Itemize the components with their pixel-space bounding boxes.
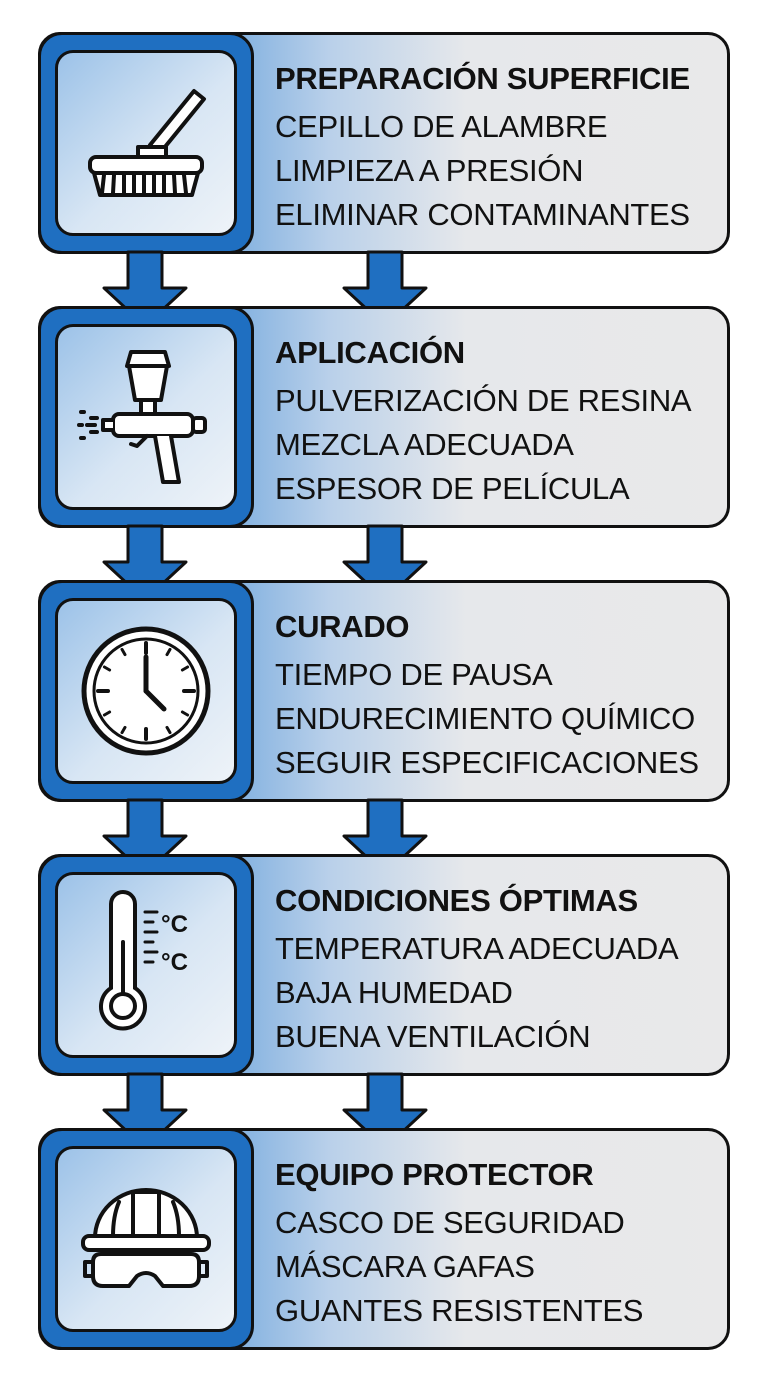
step-icon-frame	[38, 32, 254, 254]
step-icon-tile	[55, 50, 237, 236]
step-icon-frame	[38, 1128, 254, 1350]
step-item: PULVERIZACIÓN DE RESINA	[275, 383, 692, 418]
step-item: MÁSCARA GAFAS	[275, 1249, 535, 1284]
step-title: PREPARACIÓN SUPERFICIE	[275, 61, 690, 96]
step-item: CASCO DE SEGURIDAD	[275, 1205, 625, 1240]
step-item: ESPESOR DE PELÍCULA	[275, 471, 630, 506]
step-item: MEZCLA ADECUADA	[275, 427, 574, 462]
step-text	[275, 59, 715, 237]
step-text	[275, 333, 715, 511]
step-surface-preparation	[38, 32, 730, 254]
step-item: SEGUIR ESPECIFICACIONES	[275, 745, 699, 780]
step-item: TEMPERATURA ADECUADA	[275, 931, 679, 966]
step-item: ENDURECIMIENTO QUÍMICO	[275, 701, 695, 736]
step-icon-frame	[38, 306, 254, 528]
wire-brush-icon	[76, 73, 216, 213]
celsius-label: °C	[161, 949, 188, 976]
step-title: EQUIPO PROTECTOR	[275, 1157, 594, 1192]
clock-icon	[76, 621, 216, 761]
step-application	[38, 306, 730, 528]
thermometer-icon	[71, 890, 221, 1040]
step-title: CURADO	[275, 609, 410, 644]
step-icon-tile	[55, 872, 237, 1058]
step-protective-equipment	[38, 1128, 730, 1350]
step-text	[275, 1155, 715, 1333]
step-text	[275, 881, 715, 1059]
step-item: BAJA HUMEDAD	[275, 975, 513, 1010]
step-curing	[38, 580, 730, 802]
step-icon-tile	[55, 598, 237, 784]
step-icon-tile	[55, 1146, 237, 1332]
step-item: CEPILLO DE ALAMBRE	[275, 109, 608, 144]
step-icon-frame	[38, 580, 254, 802]
step-title: CONDICIONES ÓPTIMAS	[275, 883, 638, 918]
step-item: TIEMPO DE PAUSA	[275, 657, 553, 692]
spray-gun-icon	[71, 342, 221, 492]
step-title: APLICACIÓN	[275, 335, 465, 370]
celsius-label: °C	[161, 911, 188, 938]
step-item: BUENA VENTILACIÓN	[275, 1019, 591, 1054]
step-icon-frame	[38, 854, 254, 1076]
step-icon-tile	[55, 324, 237, 510]
step-item: ELIMINAR CONTAMINANTES	[275, 197, 690, 232]
step-optimal-conditions	[38, 854, 730, 1076]
step-item: LIMPIEZA A PRESIÓN	[275, 153, 584, 188]
hard-hat-goggles-icon	[71, 1164, 221, 1314]
step-text	[275, 607, 715, 785]
step-item: GUANTES RESISTENTES	[275, 1293, 644, 1328]
